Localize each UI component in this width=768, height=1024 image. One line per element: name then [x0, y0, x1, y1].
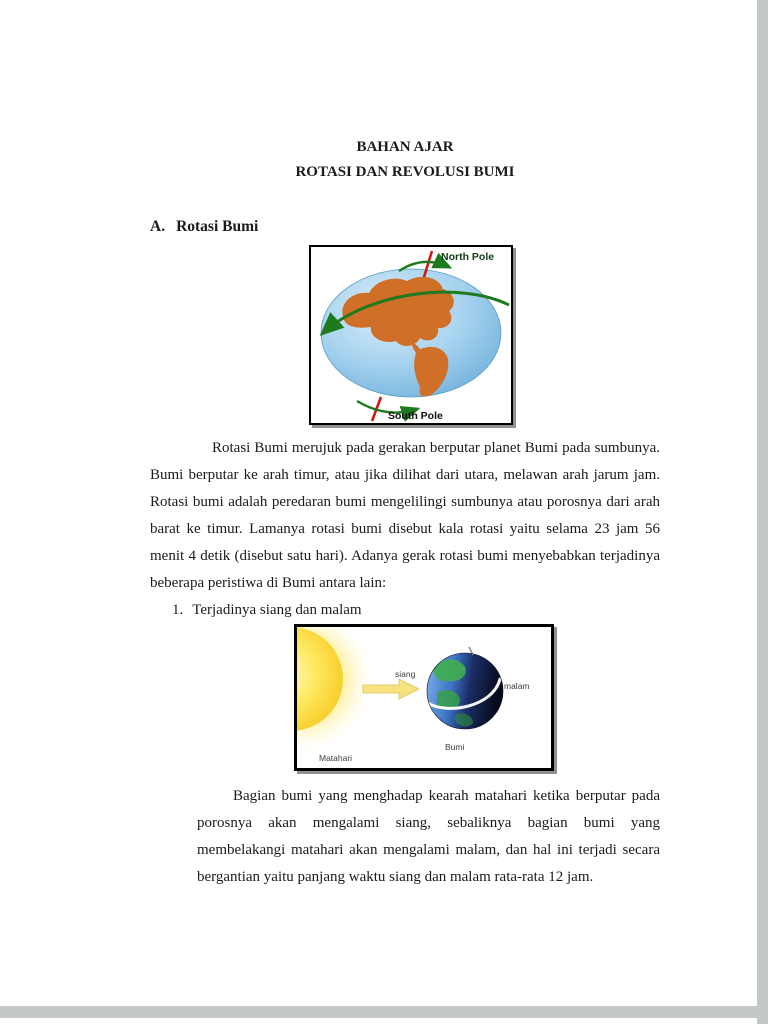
- doc-title: BAHAN AJAR: [356, 139, 454, 155]
- paragraph-day-night-explanation: Bagian bumi yang menghadap kearah matahari ketika berputar pada porosnya akan mengalami siang, sebaliknya bagian bumi yang membelakangi matahari akan mengalami malam, dan hal ini terjadi secara bergantian yaitu panjang waktu siang dan malam rata-rata 12 jam.: [197, 788, 660, 885]
- section-title: Rotasi Bumi: [176, 218, 259, 235]
- list-item-siang-malam: [150, 597, 660, 624]
- day-night-illustration: [297, 627, 551, 768]
- malam-label: malam: [504, 681, 530, 691]
- north-pole-label: North Pole: [441, 251, 495, 263]
- south-pole-label: South Pole: [388, 410, 443, 422]
- page-edge-bottom: [0, 1006, 768, 1018]
- figure-earth-rotation: [309, 245, 513, 425]
- siang-label: siang: [395, 669, 416, 679]
- earth-rotation-illustration: [311, 247, 511, 423]
- matahari-label: Matahari: [319, 753, 353, 763]
- doc-subtitle: ROTASI DAN REVOLUSI BUMI: [295, 164, 515, 180]
- list-item-number: 1.: [172, 602, 184, 618]
- list-item-text: Terjadinya siang dan malam: [192, 602, 362, 618]
- section-heading: [150, 218, 660, 236]
- page-edge-right: [757, 0, 768, 1024]
- bumi-label: Bumi: [445, 742, 465, 752]
- document-content: [150, 0, 660, 891]
- section-label: A.: [150, 218, 166, 235]
- paragraph-rotation-definition: Rotasi Bumi merujuk pada gerakan berputar planet Bumi pada sumbunya. Bumi berputar ke arah timur, atau jika dilihat dari utara, melawan arah jarum jam. Rotasi bumi adalah peredaran bumi mengelilingi sumbunya atau porosnya dari arah barat ke timur. Lamanya rotasi bumi disebut kala rotasi yaitu selama 23 jam 56 menit 4 detik (disebut satu hari). Adanya gerak rotasi bumi menyebabkan terjadinya beberapa peristiwa di Bumi antara lain:: [150, 440, 660, 591]
- figure-day-night: [294, 624, 554, 771]
